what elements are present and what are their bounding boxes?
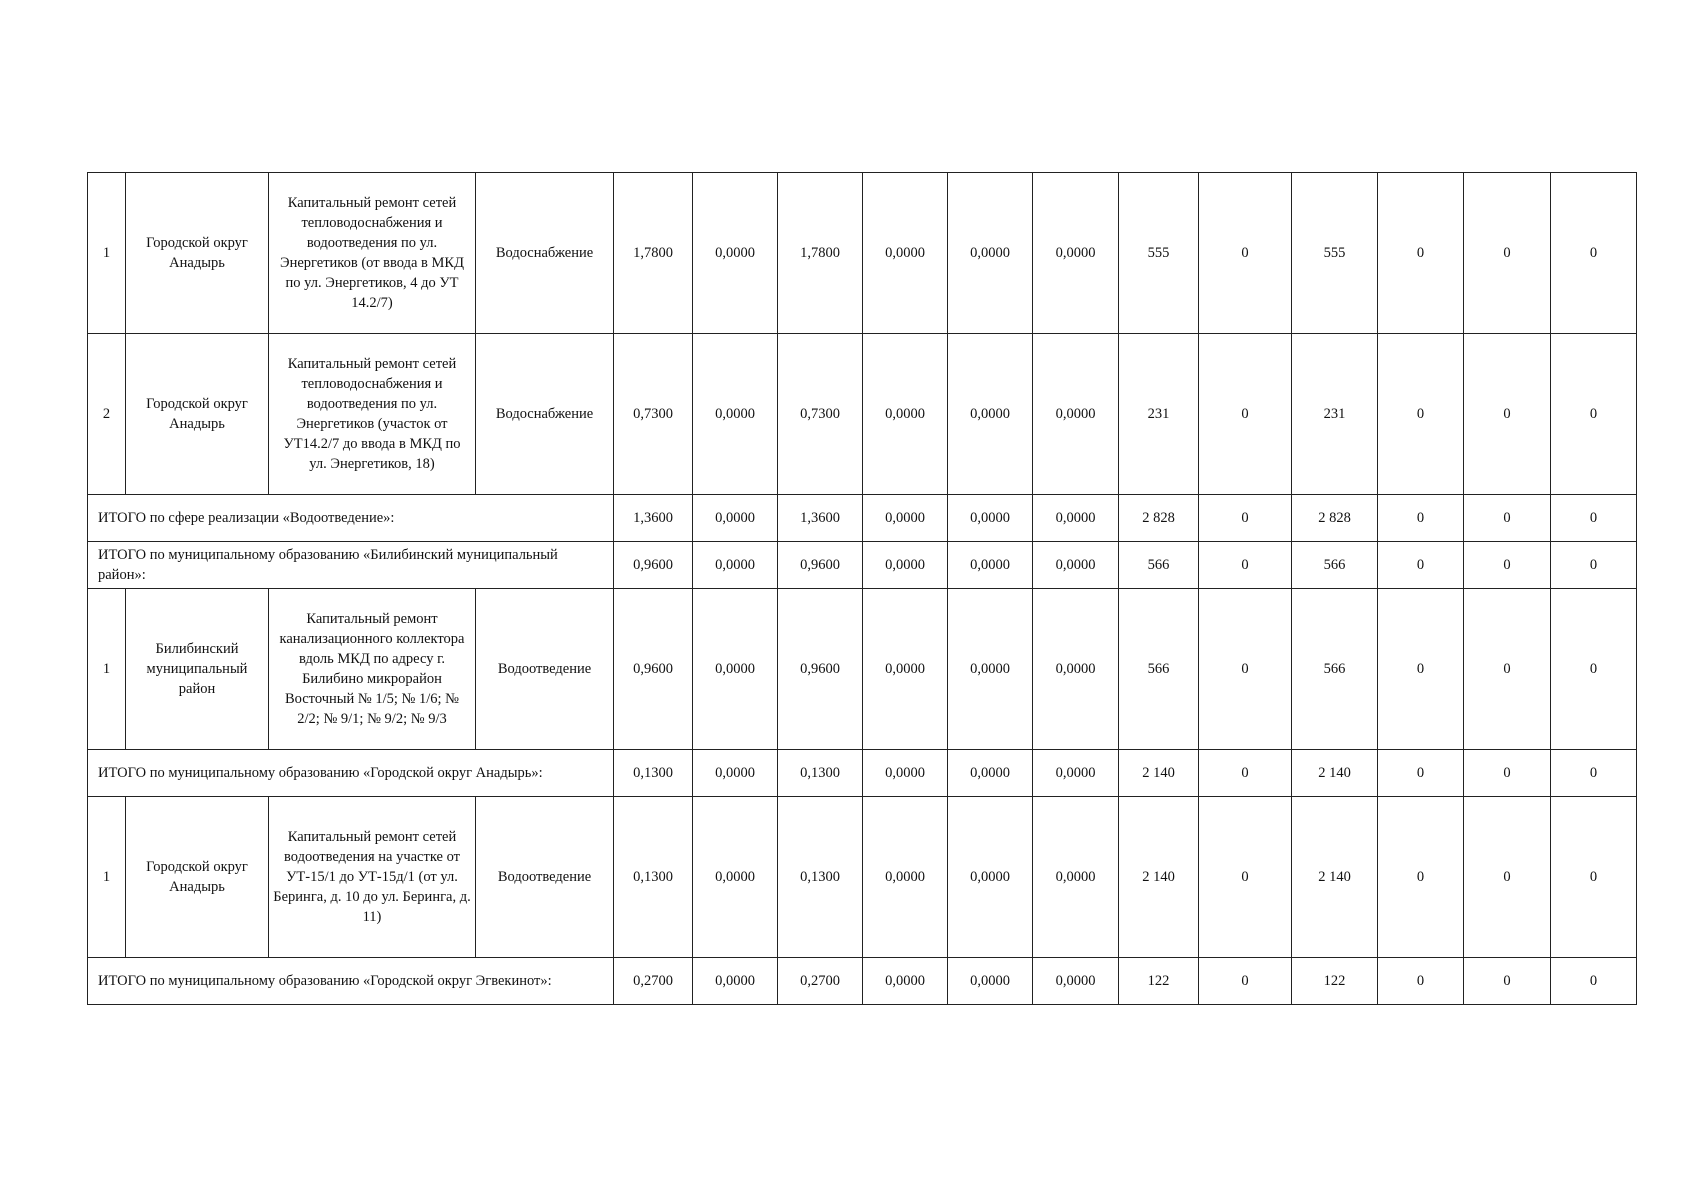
description-cell: Капитальный ремонт сетей тепловодоснабжения и водоотведения по ул. Энергетиков (от ввода в МКД по ул. Энергетиков, 4 до УТ 14.2/7) [269, 173, 476, 334]
amount-cell: 0 [1378, 589, 1464, 750]
amount-cell: 231 [1292, 334, 1378, 495]
amount-cell: 0,7300 [614, 334, 693, 495]
amount-cell: 0,2700 [614, 958, 693, 1005]
amount-cell: 0,0000 [1033, 589, 1119, 750]
row-number-cell: 1 [88, 589, 126, 750]
amount-cell: 0 [1378, 495, 1464, 542]
municipality-cell: Городской округ Анадырь [126, 797, 269, 958]
amount-cell: 1,3600 [614, 495, 693, 542]
amount-cell: 0,0000 [948, 495, 1033, 542]
amount-cell: 0,0000 [948, 334, 1033, 495]
municipality-cell: Городской округ Анадырь [126, 334, 269, 495]
description-cell: Капитальный ремонт сетей тепловодоснабжения и водоотведения по ул. Энергетиков (участок от УТ14.2/7 до ввода в МКД по ул. Энергетиков, 18) [269, 334, 476, 495]
amount-cell: 0 [1199, 958, 1292, 1005]
amount-cell: 0,0000 [948, 173, 1033, 334]
amount-cell: 1,7800 [614, 173, 693, 334]
sphere-cell: Водоотведение [476, 589, 614, 750]
amount-cell: 0 [1464, 589, 1551, 750]
amount-cell: 0 [1378, 797, 1464, 958]
amount-cell: 566 [1292, 542, 1378, 589]
amount-cell: 0,0000 [1033, 334, 1119, 495]
total-row [88, 958, 1637, 1005]
amount-cell: 0 [1378, 958, 1464, 1005]
amount-cell: 0,0000 [693, 334, 778, 495]
amount-cell: 566 [1292, 589, 1378, 750]
amount-cell: 0 [1551, 542, 1637, 589]
amount-cell: 0,0000 [693, 958, 778, 1005]
amount-cell: 0,9600 [778, 589, 863, 750]
amount-cell: 122 [1292, 958, 1378, 1005]
table-row [88, 797, 1637, 958]
total-label-cell: ИТОГО по муниципальному образованию «Городской округ Анадырь»: [88, 750, 614, 797]
amount-cell: 0 [1551, 589, 1637, 750]
table-row [88, 334, 1637, 495]
amount-cell: 0 [1378, 750, 1464, 797]
amount-cell: 122 [1119, 958, 1199, 1005]
amount-cell: 0,0000 [948, 542, 1033, 589]
amount-cell: 555 [1119, 173, 1199, 334]
amount-cell: 0,0000 [693, 542, 778, 589]
funding-table [87, 172, 1637, 1005]
amount-cell: 566 [1119, 542, 1199, 589]
amount-cell: 0,0000 [693, 589, 778, 750]
amount-cell: 0 [1378, 173, 1464, 334]
amount-cell: 0,0000 [948, 797, 1033, 958]
amount-cell: 2 140 [1292, 750, 1378, 797]
amount-cell: 0 [1464, 334, 1551, 495]
amount-cell: 0 [1199, 542, 1292, 589]
amount-cell: 0 [1199, 334, 1292, 495]
municipality-cell: Городской округ Анадырь [126, 173, 269, 334]
amount-cell: 0,9600 [614, 589, 693, 750]
amount-cell: 0 [1199, 173, 1292, 334]
amount-cell: 0,0000 [863, 797, 948, 958]
table-row [88, 589, 1637, 750]
amount-cell: 0,0000 [863, 495, 948, 542]
amount-cell: 0,0000 [863, 334, 948, 495]
amount-cell: 0 [1199, 589, 1292, 750]
amount-cell: 0 [1464, 173, 1551, 334]
amount-cell: 1,3600 [778, 495, 863, 542]
amount-cell: 566 [1119, 589, 1199, 750]
sphere-cell: Водоснабжение [476, 173, 614, 334]
total-row [88, 495, 1637, 542]
amount-cell: 0,0000 [863, 589, 948, 750]
amount-cell: 0,0000 [863, 958, 948, 1005]
total-label-cell: ИТОГО по муниципальному образованию «Билибинский муниципальный район»: [88, 542, 614, 589]
amount-cell: 0,0000 [1033, 750, 1119, 797]
table-row [88, 173, 1637, 334]
amount-cell: 0,0000 [693, 797, 778, 958]
amount-cell: 0,7300 [778, 334, 863, 495]
total-row [88, 750, 1637, 797]
amount-cell: 0,0000 [863, 173, 948, 334]
amount-cell: 0 [1464, 495, 1551, 542]
total-row [88, 542, 1637, 589]
total-label-cell: ИТОГО по муниципальному образованию «Городской округ Эгвекинот»: [88, 958, 614, 1005]
sphere-cell: Водоотведение [476, 797, 614, 958]
amount-cell: 0 [1551, 958, 1637, 1005]
amount-cell: 0,1300 [614, 750, 693, 797]
amount-cell: 0 [1551, 334, 1637, 495]
amount-cell: 0 [1464, 542, 1551, 589]
amount-cell: 0 [1199, 797, 1292, 958]
amount-cell: 1,7800 [778, 173, 863, 334]
amount-cell: 555 [1292, 173, 1378, 334]
amount-cell: 2 140 [1119, 750, 1199, 797]
amount-cell: 0,1300 [614, 797, 693, 958]
amount-cell: 0,0000 [693, 173, 778, 334]
amount-cell: 0,0000 [1033, 173, 1119, 334]
amount-cell: 2 828 [1292, 495, 1378, 542]
amount-cell: 0,0000 [693, 750, 778, 797]
amount-cell: 0,0000 [693, 495, 778, 542]
amount-cell: 0 [1464, 958, 1551, 1005]
amount-cell: 0 [1199, 495, 1292, 542]
amount-cell: 0 [1551, 173, 1637, 334]
amount-cell: 0,0000 [1033, 495, 1119, 542]
sphere-cell: Водоснабжение [476, 334, 614, 495]
amount-cell: 0 [1551, 750, 1637, 797]
row-number-cell: 1 [88, 173, 126, 334]
amount-cell: 0,0000 [948, 750, 1033, 797]
amount-cell: 2 140 [1292, 797, 1378, 958]
amount-cell: 2 140 [1119, 797, 1199, 958]
row-number-cell: 1 [88, 797, 126, 958]
amount-cell: 0,1300 [778, 797, 863, 958]
amount-cell: 0,0000 [948, 589, 1033, 750]
amount-cell: 0 [1551, 797, 1637, 958]
amount-cell: 0 [1199, 750, 1292, 797]
amount-cell: 0 [1378, 334, 1464, 495]
amount-cell: 0,0000 [1033, 542, 1119, 589]
amount-cell: 231 [1119, 334, 1199, 495]
amount-cell: 0,1300 [778, 750, 863, 797]
amount-cell: 0,9600 [614, 542, 693, 589]
amount-cell: 0 [1464, 750, 1551, 797]
amount-cell: 0,0000 [948, 958, 1033, 1005]
amount-cell: 0 [1464, 797, 1551, 958]
table-body [88, 173, 1637, 1005]
amount-cell: 0,2700 [778, 958, 863, 1005]
amount-cell: 0,0000 [863, 750, 948, 797]
amount-cell: 0,0000 [1033, 958, 1119, 1005]
municipality-cell: Билибинский муниципальный район [126, 589, 269, 750]
description-cell: Капитальный ремонт сетей водоотведения на участке от УТ-15/1 до УТ-15д/1 (от ул. Беринга, д. 10 до ул. Беринга, д. 11) [269, 797, 476, 958]
total-label-cell: ИТОГО по сфере реализации «Водоотведение»: [88, 495, 614, 542]
amount-cell: 0,0000 [863, 542, 948, 589]
amount-cell: 0 [1551, 495, 1637, 542]
row-number-cell: 2 [88, 334, 126, 495]
amount-cell: 0 [1378, 542, 1464, 589]
amount-cell: 0,0000 [1033, 797, 1119, 958]
amount-cell: 2 828 [1119, 495, 1199, 542]
description-cell: Капитальный ремонт канализационного коллектора вдоль МКД по адресу г. Билибино микрорайон Восточный № 1/5; № 1/6; № 2/2; № 9/1; № 9/2; № 9/3 [269, 589, 476, 750]
amount-cell: 0,9600 [778, 542, 863, 589]
